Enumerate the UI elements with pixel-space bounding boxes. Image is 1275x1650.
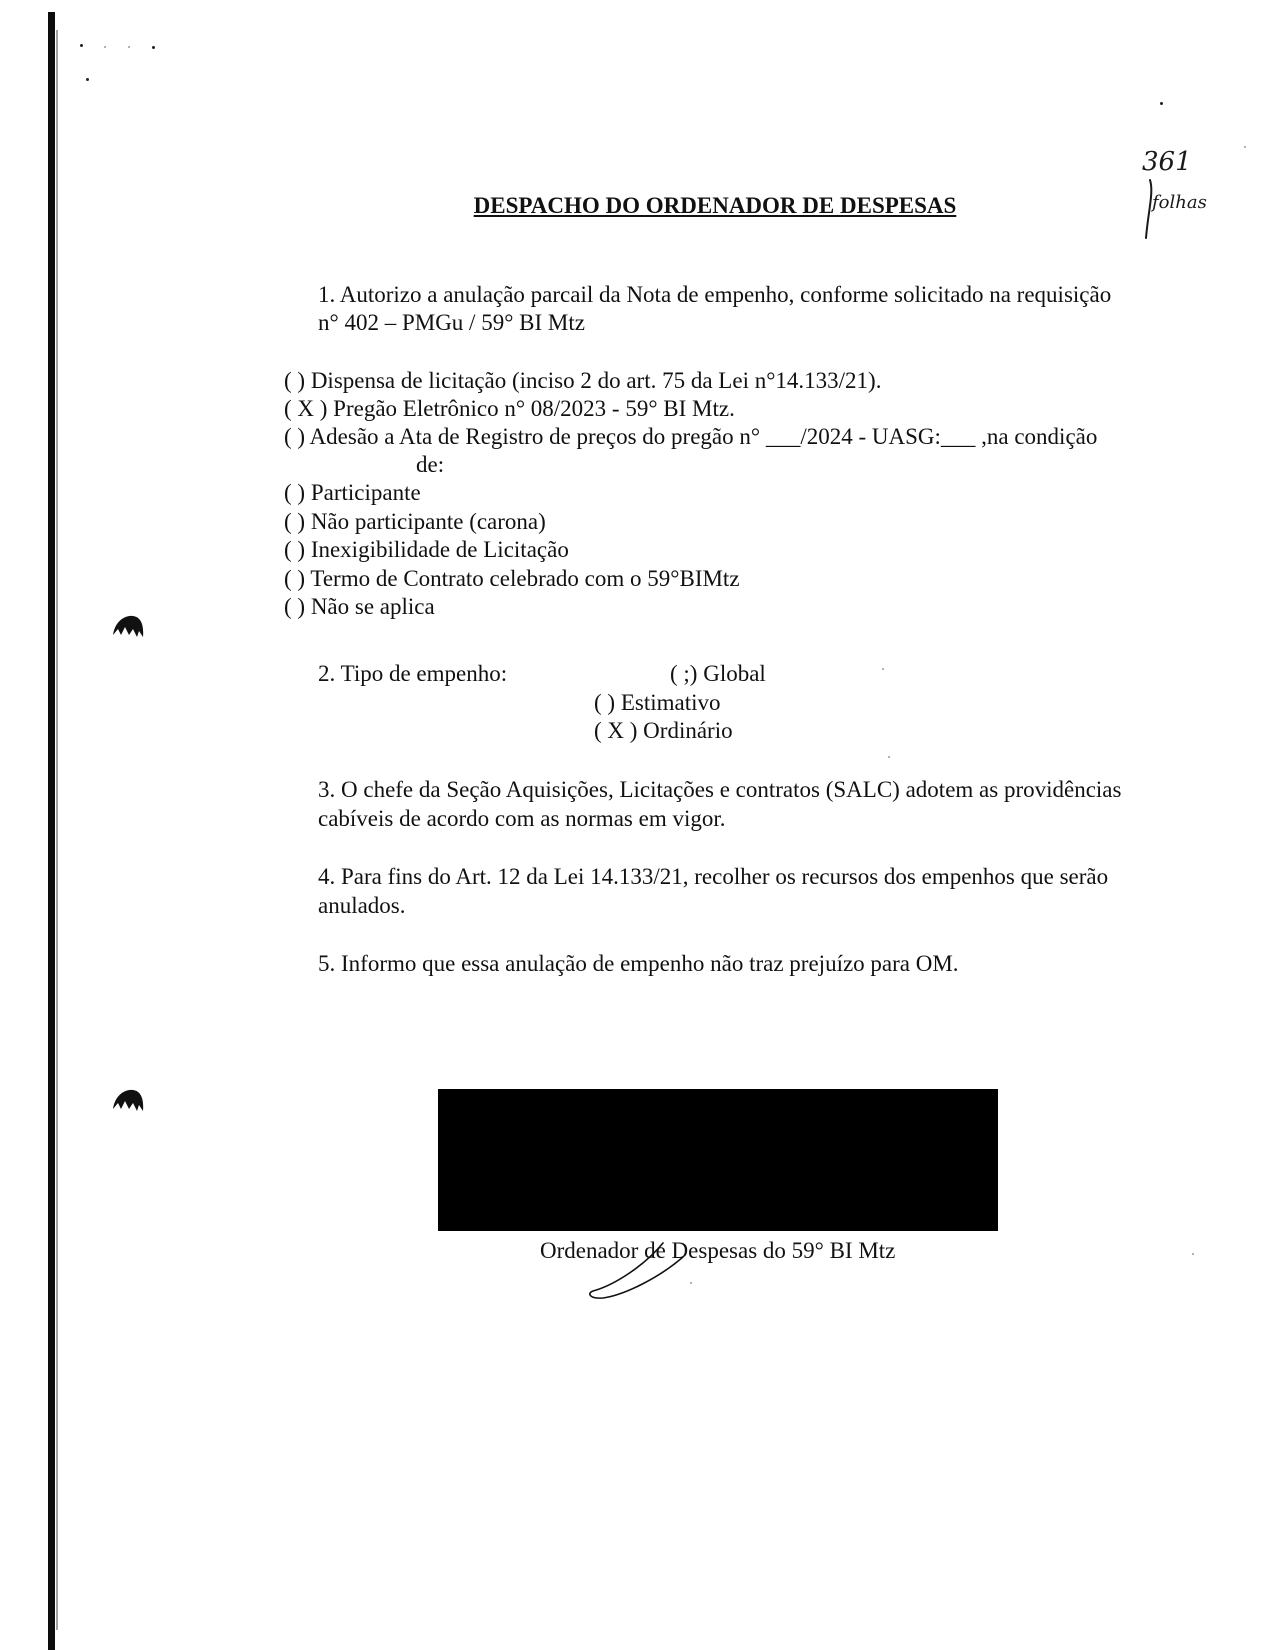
punch-hole-mark-top: [111, 613, 145, 639]
option-nao-participante: ( ) Não participante (carona): [284, 509, 546, 534]
folio-word: folhas: [1152, 192, 1207, 213]
empenho-option-estimativo: ( ) Estimativo: [594, 690, 721, 715]
scan-speck: [1244, 146, 1246, 148]
item-1-line-2: n° 402 – PMGu / 59° BI Mtz: [318, 310, 585, 335]
option-participante: ( ) Participante: [284, 480, 421, 505]
scan-speck: [1192, 1253, 1194, 1255]
option-nao-se-aplica: ( ) Não se aplica: [284, 594, 435, 619]
signature-caption: Ordenador de Despesas do 59° BI Mtz: [540, 1238, 896, 1263]
option-dispensa-licitacao: ( ) Dispensa de licitação (inciso 2 do art. 75 da Lei n°14.133/21).: [284, 368, 882, 393]
scan-speck: [86, 78, 89, 81]
binding-edge: [48, 12, 55, 1650]
option-adesao-ata-continued: de:: [416, 452, 445, 477]
scan-speck: [1160, 102, 1163, 105]
option-inexigibilidade: ( ) Inexigibilidade de Licitação: [284, 537, 569, 562]
folio-annotation: [1140, 142, 1230, 242]
scan-speck: [80, 44, 83, 47]
option-adesao-ata: ( ) Adesão a Ata de Registro de preços do pregão n° ___/2024 - UASG:___ ,na condição: [284, 424, 1098, 449]
redacted-signature-block: [438, 1089, 998, 1231]
scan-speck: [888, 756, 890, 758]
option-termo-contrato: ( ) Termo de Contrato celebrado com o 59°BIMtz: [284, 566, 740, 591]
option-pregao-eletronico: ( X ) Pregão Eletrônico n° 08/2023 - 59° BI Mtz.: [284, 396, 735, 421]
document-title: DESPACHO DO ORDENADOR DE DESPESAS: [473, 193, 957, 218]
scan-speck: [104, 46, 106, 48]
empenho-option-ordinario: ( X ) Ordinário: [594, 718, 733, 743]
item-5-line-1: 5. Informo que essa anulação de empenho não traz prejuízo para OM.: [318, 951, 959, 976]
folio-number: 361: [1142, 147, 1192, 177]
punch-hole-mark-bottom: [111, 1087, 145, 1113]
scan-speck: [152, 46, 155, 49]
empenho-option-global: ( ;) Global: [670, 661, 766, 686]
item-4-line-2: anulados.: [318, 893, 406, 918]
scan-speck: [128, 46, 130, 48]
item-4-line-1: 4. Para fins do Art. 12 da Lei 14.133/21, recolher os recursos dos empenhos que serão: [318, 864, 1109, 889]
binding-edge-shadow: [56, 30, 58, 1630]
item-2-label: 2. Tipo de empenho:: [318, 661, 508, 686]
item-3-line-1: 3. O chefe da Seção Aquisições, Licitações e contratos (SALC) adotem as providências: [318, 777, 1122, 802]
item-3-line-2: cabíveis de acordo com as normas em vigor.: [318, 806, 726, 831]
scan-speck: [882, 668, 884, 670]
item-1-line-1: 1. Autorizo a anulação parcail da Nota de empenho, conforme solicitado na requisição: [318, 282, 1112, 307]
handwritten-signature-stroke: [585, 1225, 695, 1305]
